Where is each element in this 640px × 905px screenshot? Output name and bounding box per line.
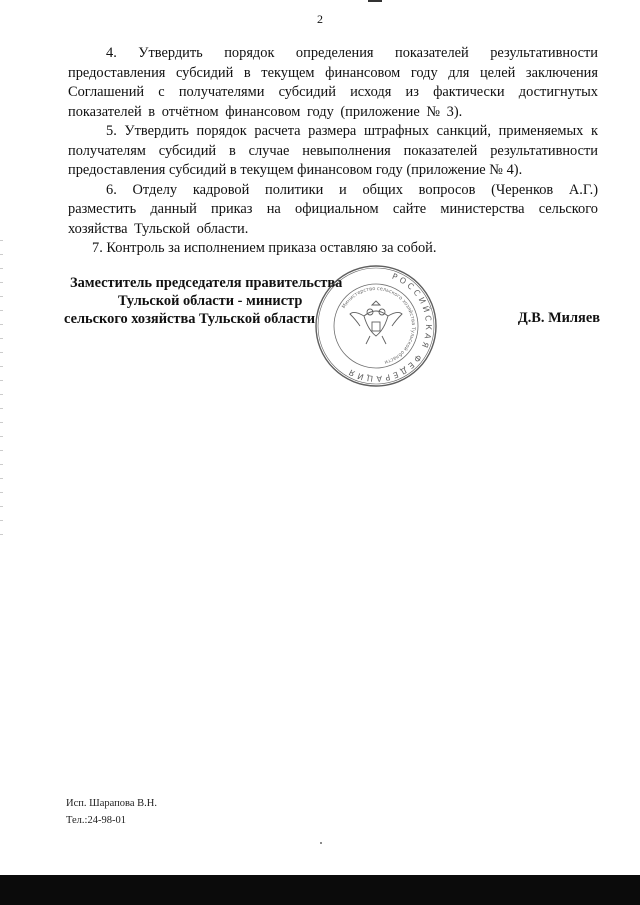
paragraph-5: 5. Утвердить порядок расчета размера штрафных санкций, применяемых к получателям субсидий в случае невыполнения показателей результативности предоставления субсидий в текущем финансовом году (приложение № 4). [68,123,598,178]
signatory-name: Д.В. Миляев [517,310,600,326]
scan-mark [368,0,382,2]
double-eagle-emblem [350,301,402,344]
paragraph-4: 4. Утвердить порядок определения показателей результативности предоставления субсидий в текущем финансовом году для целей заключения Соглашений с получателями субсидий исходя из фактически достигнутых показателей в отчётном финансовом году (приложение № 3). [68,45,598,120]
signatory-title-line-3: сельского хозяйства Тульской области [64,311,316,327]
svg-text:Министерство сельского хозяйст [341,286,416,365]
scan-bottom-edge [0,875,640,905]
paragraph-7: 7. Контроль за исполнением приказа оставляю за собой. [92,240,437,256]
seal-inner-text: Министерство сельского хозяйства Тульской области [341,285,417,365]
document-body [68,44,598,259]
signatory-title-line-2: Тульской области - министр [118,293,303,309]
page-number: 2 [317,12,323,26]
official-seal-icon [312,262,440,390]
paragraph-6: 6. Отделу кадровой политики и общих вопросов (Черенков А.Г.) разместить данный приказ на официальном сайте министерства сельского хозяйства Тульской области. [68,181,598,237]
executor-phone: Тел.:24-98-01 [66,815,126,826]
footer [66,795,157,829]
seal-outer-text: РОССИЙСКАЯ ФЕДЕРАЦИЯ [344,271,434,384]
scan-dot [320,842,322,844]
executor-name: Исп. Шарапова В.Н. [66,798,157,809]
scan-artifact [0,240,3,540]
signatory-title-line-1: Заместитель председателя правительства [70,275,343,291]
